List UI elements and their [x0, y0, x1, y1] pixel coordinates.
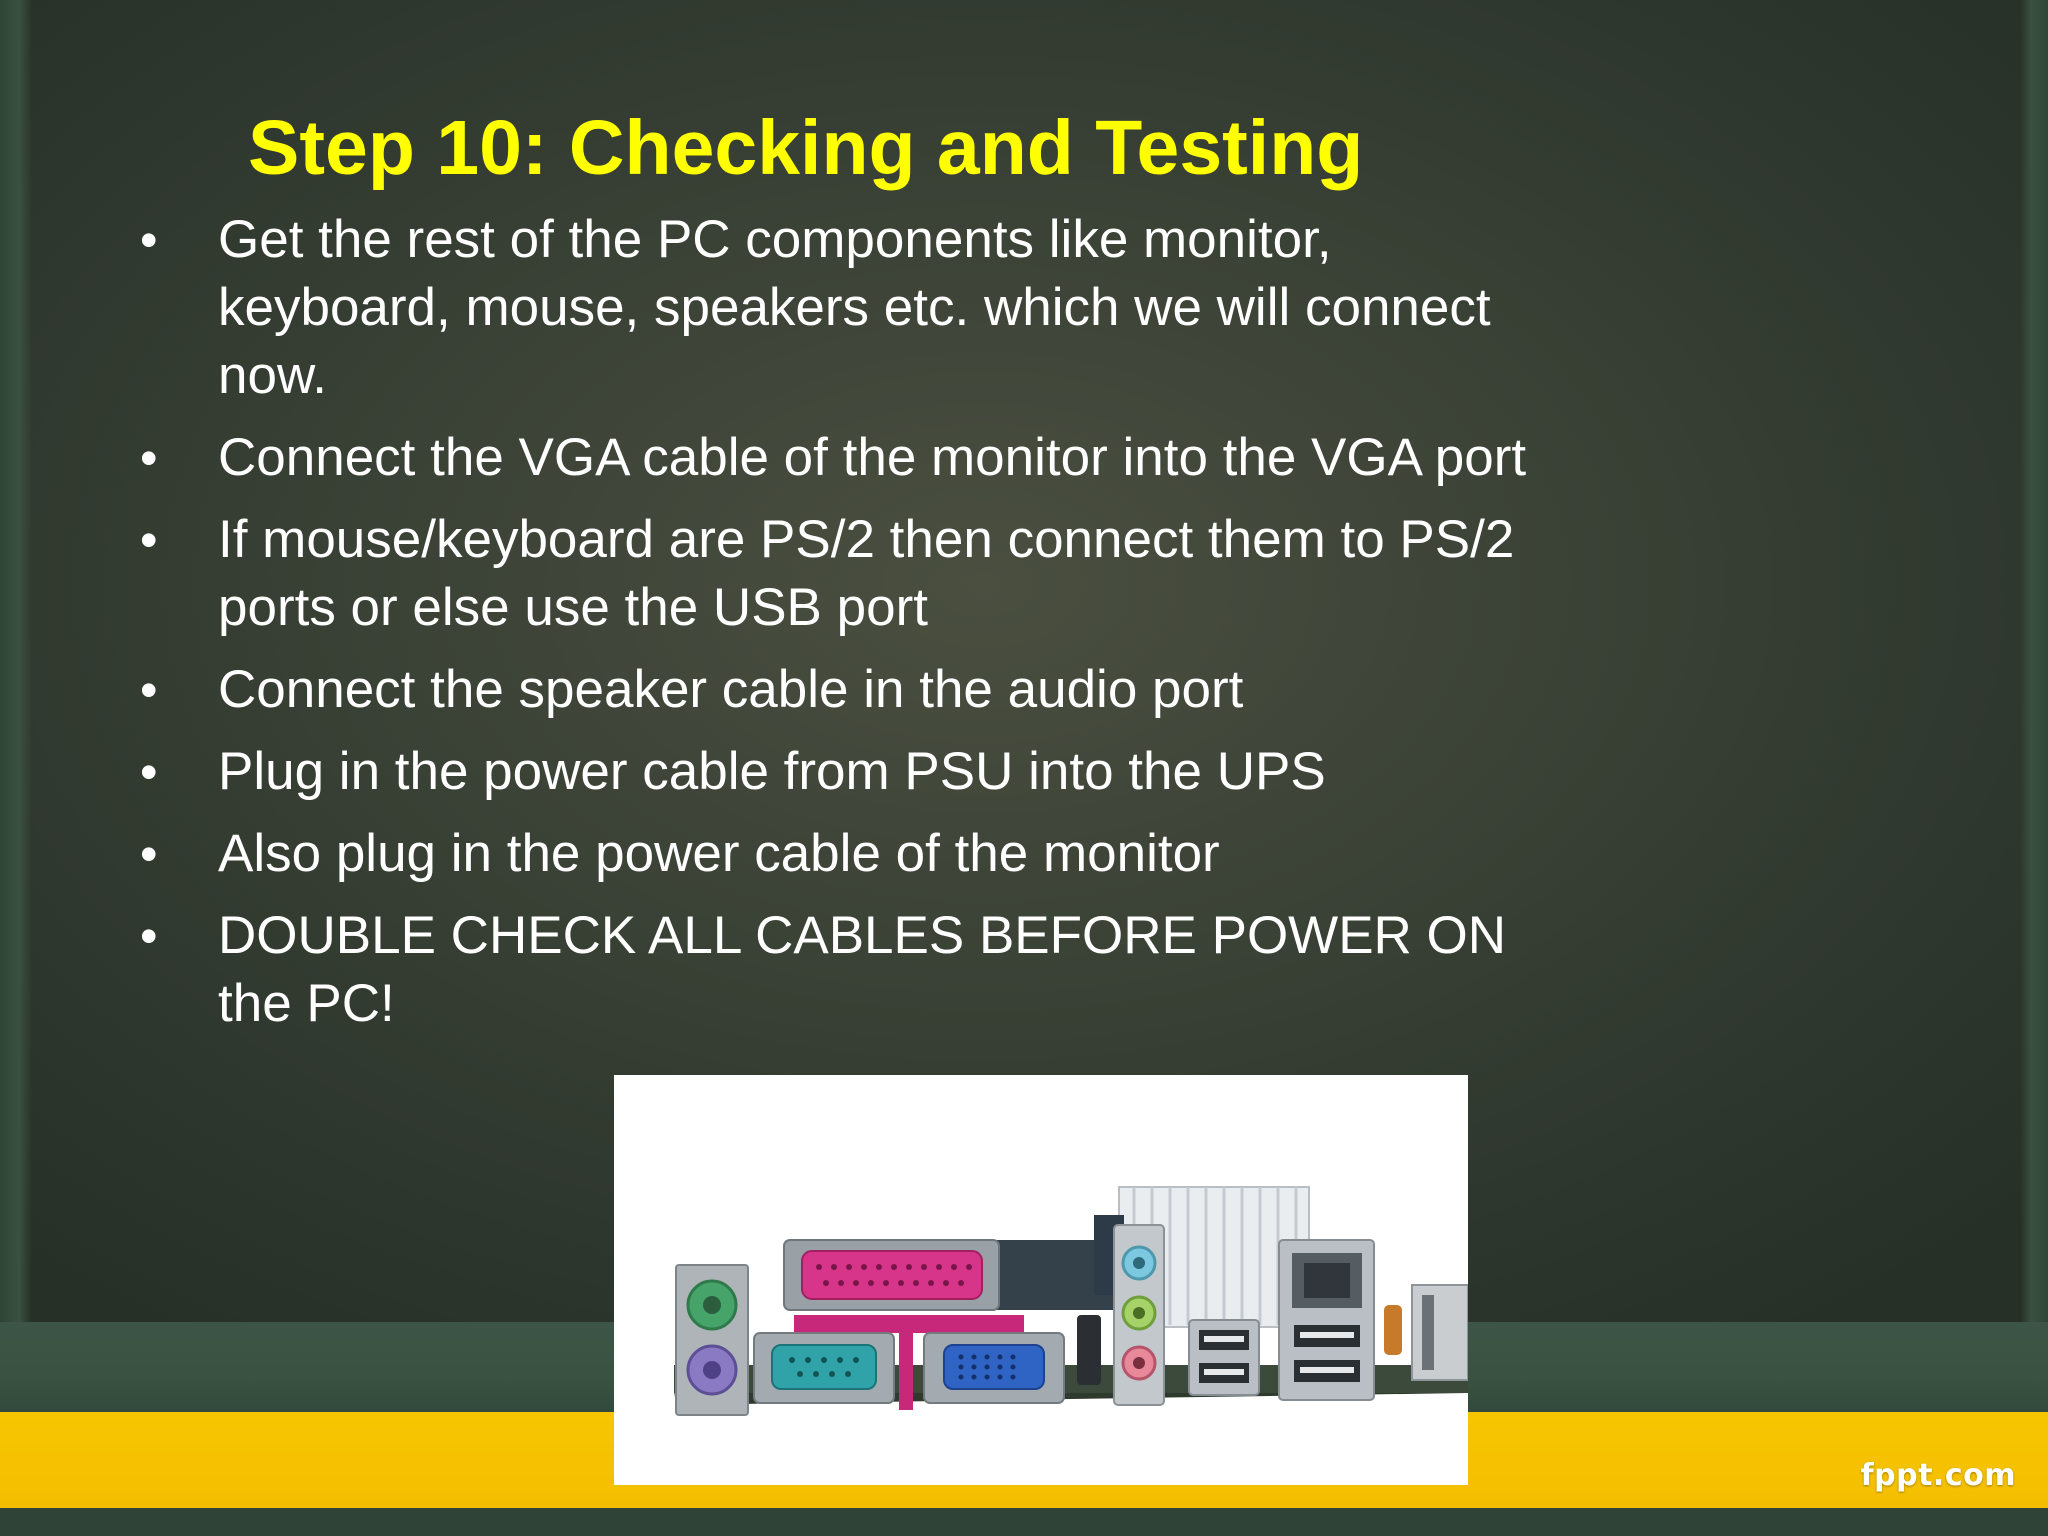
bullet-list — [0, 206, 1560, 1052]
bullet-item — [0, 656, 1560, 724]
frame-edge-right — [2020, 0, 2048, 1536]
bullet-item — [0, 206, 1560, 410]
capacitor — [1077, 1315, 1101, 1385]
bullet-text: Get the rest of the PC components like monitor, keyboard, mouse, speakers etc. which we will connect now. — [218, 210, 1491, 405]
lan-port — [1279, 1240, 1374, 1400]
bullet-item — [0, 820, 1560, 888]
expansion-bracket — [1412, 1285, 1468, 1380]
bullet-item — [0, 738, 1560, 806]
serial-port — [754, 1333, 894, 1403]
parallel-port — [784, 1240, 999, 1310]
bullet-glyph: • — [140, 744, 158, 800]
bullet-text: If mouse/keyboard are PS/2 then connect them to PS/2 ports or else use the USB port — [218, 510, 1515, 637]
bullet-glyph: • — [140, 662, 158, 718]
bullet-item — [0, 506, 1560, 642]
bullet-glyph: • — [140, 826, 158, 882]
bullet-glyph: • — [140, 512, 158, 568]
bottom-strip — [0, 1508, 2048, 1536]
bullet-text: Also plug in the power cable of the monitor — [218, 824, 1220, 883]
pink-post — [899, 1330, 913, 1410]
brand-watermark: fppt.com — [1860, 1458, 2016, 1493]
capacitor-orange — [1384, 1305, 1402, 1355]
motherboard-io-illustration — [614, 1075, 1468, 1485]
ps2-ports — [676, 1265, 748, 1415]
bullet-text: Connect the speaker cable in the audio port — [218, 660, 1244, 719]
slot — [1422, 1295, 1434, 1370]
vga-port — [924, 1333, 1064, 1403]
bullet-text: DOUBLE CHECK ALL CABLES BEFORE POWER ON the PC! — [218, 906, 1507, 1033]
bullet-glyph: • — [140, 212, 158, 268]
bullet-text: Connect the VGA cable of the monitor into the VGA port — [218, 428, 1527, 487]
rear-io-panel-photo — [614, 1075, 1468, 1485]
bullet-item — [0, 424, 1560, 492]
audio-jacks — [1114, 1225, 1164, 1405]
usb-ports — [1189, 1320, 1259, 1395]
bullet-glyph: • — [140, 908, 158, 964]
bullet-text: Plug in the power cable from PSU into the UPS — [218, 742, 1326, 801]
bullet-glyph: • — [140, 430, 158, 486]
slide-title: Step 10: Checking and Testing — [248, 105, 1364, 191]
bullet-item — [0, 902, 1560, 1038]
